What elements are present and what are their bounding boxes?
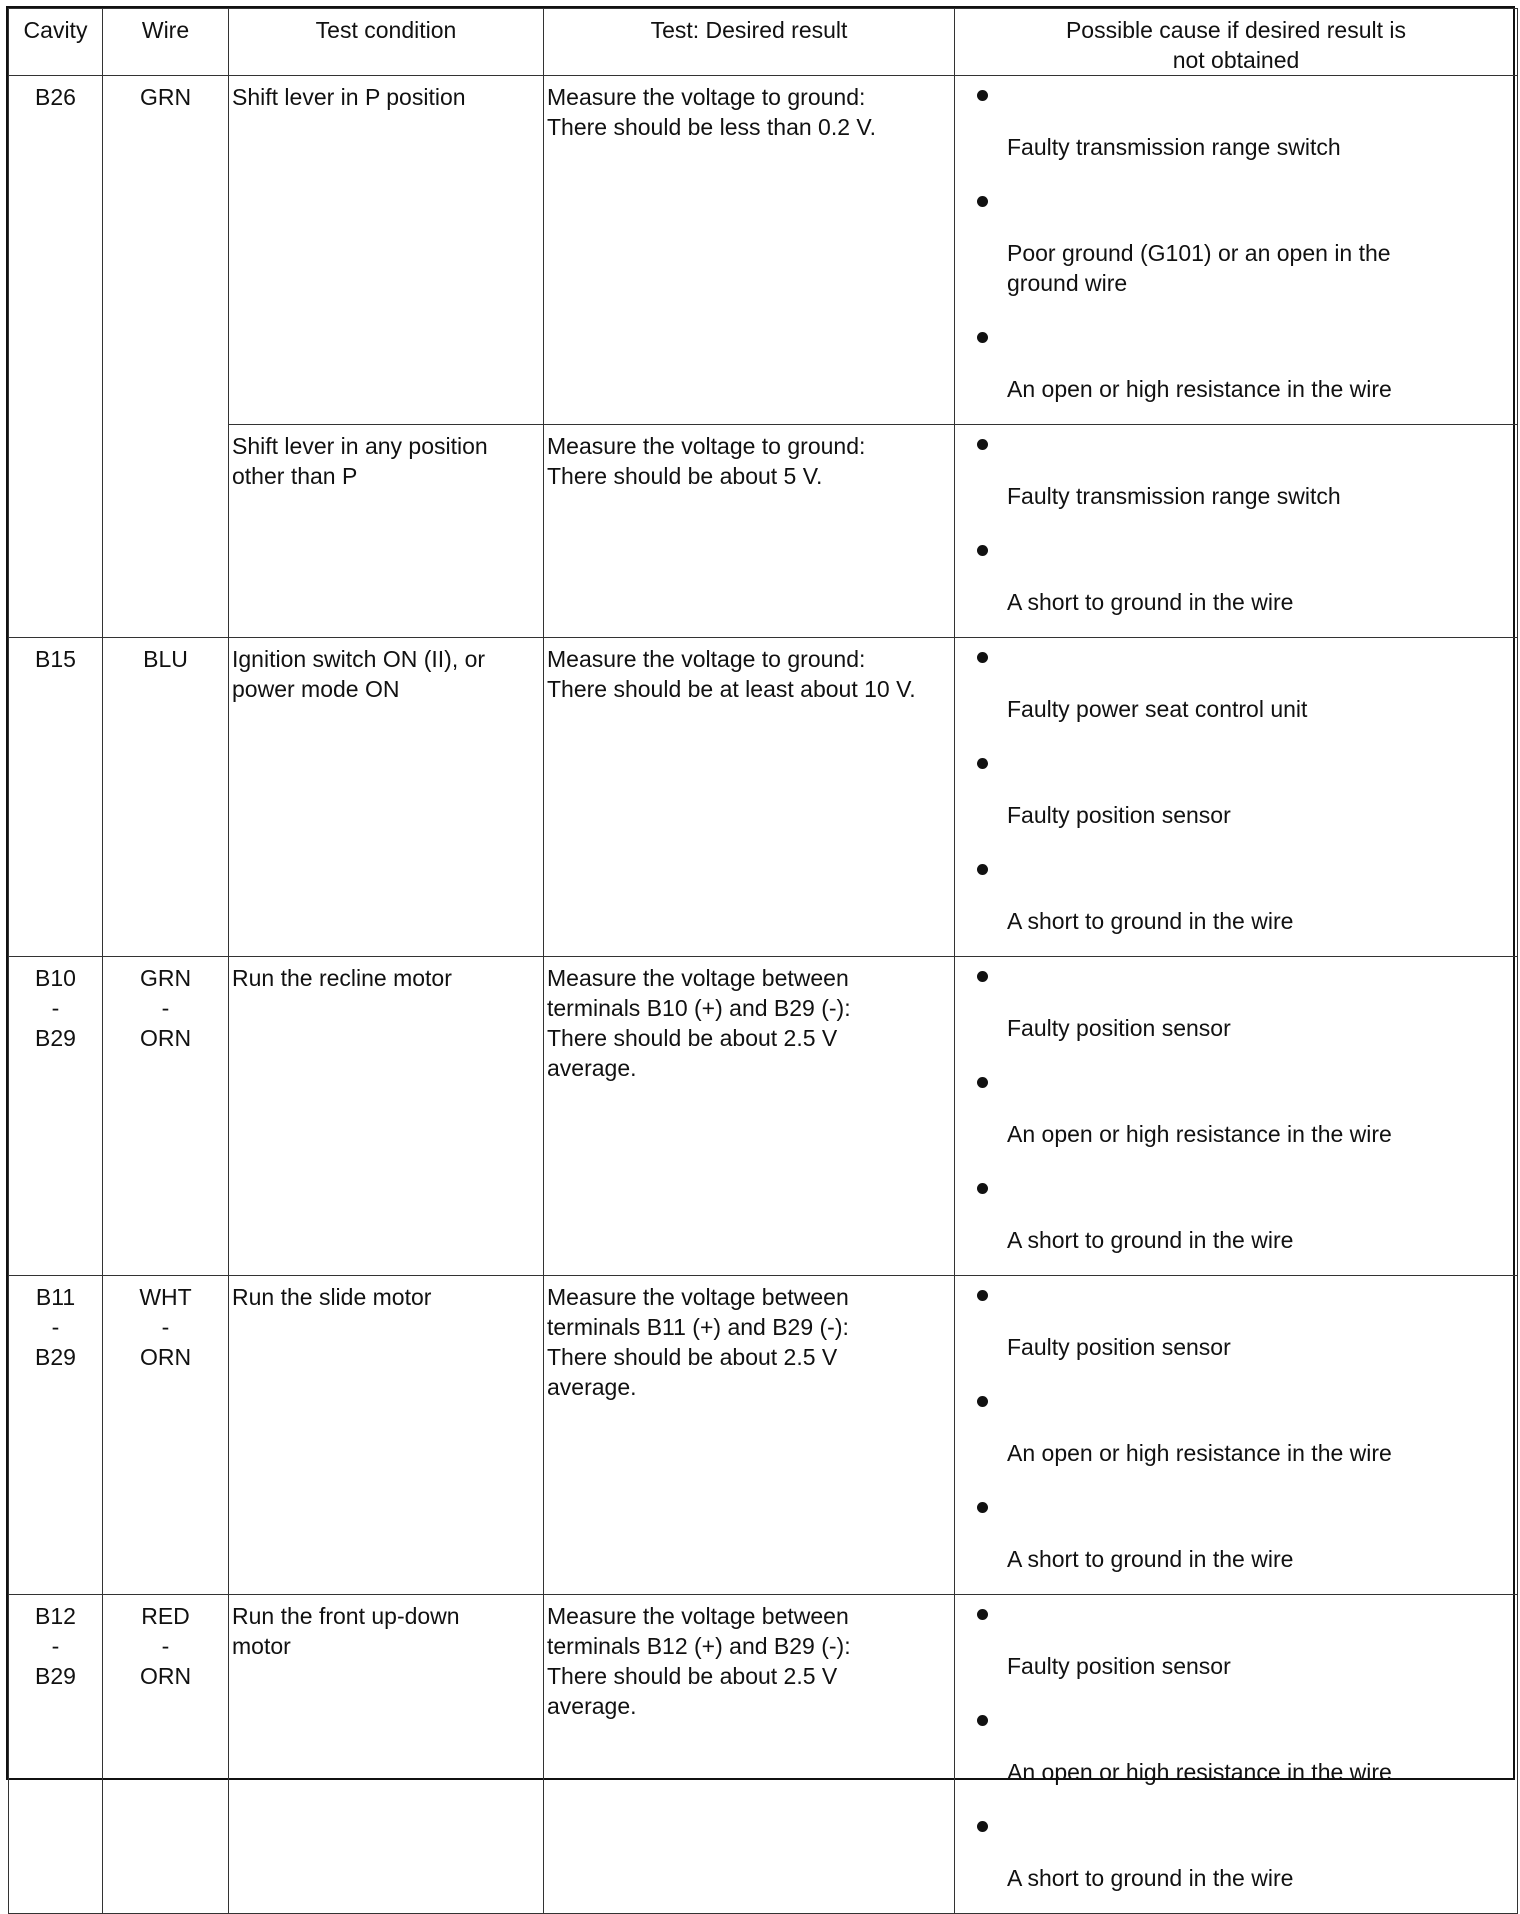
bullet-icon: [977, 1183, 988, 1194]
wire-color-label: ORN: [139, 1344, 192, 1370]
bullet-icon: [977, 652, 988, 663]
cause-text: [1007, 76, 1507, 182]
cause-text-line: A short to ground in the wire: [1007, 589, 1294, 615]
cause-text: [1007, 957, 1507, 1063]
cavity-label: B29: [35, 1344, 76, 1370]
cause-text-line: Poor ground (G101) or an open in the: [1007, 240, 1391, 266]
wire-color-label: -: [161, 1633, 170, 1659]
wire-color-label: BLU: [143, 646, 188, 672]
cavity-label: -: [51, 1633, 60, 1659]
cause-item: [955, 318, 1517, 424]
cause-item: [955, 1807, 1517, 1913]
cause-text: [1007, 182, 1507, 318]
cause-item: [955, 1276, 1517, 1382]
desired-result-cell: [544, 957, 955, 1276]
desired-result-text: Measure the voltage between: [547, 1603, 849, 1629]
cause-text-line: ground wire: [1007, 270, 1128, 296]
bullet-icon: [977, 545, 988, 556]
test-condition-cell: [229, 1276, 544, 1595]
desired-result-text: There should be less than 0.2 V.: [547, 114, 877, 140]
desired-result-text: terminals B12 (+) and B29 (-):: [547, 1633, 851, 1659]
desired-result-text: There should be about 2.5 V: [547, 1344, 838, 1370]
bullet-icon: [977, 439, 988, 450]
table-row: [9, 638, 1518, 957]
cause-text: [1007, 1063, 1507, 1169]
cavity-label: B26: [35, 84, 76, 110]
cause-text-line: A short to ground in the wire: [1007, 1865, 1294, 1891]
cause-text: [1007, 638, 1507, 744]
header-possible-cause-line: Possible cause if desired result is: [1065, 17, 1407, 43]
cause-text: [1007, 531, 1507, 637]
cause-text-line: A short to ground in the wire: [1007, 1546, 1294, 1572]
cause-text-line: An open or high resistance in the wire: [1007, 1121, 1392, 1147]
cause-text: [1007, 1382, 1507, 1488]
test-condition-text: Shift lever in P position: [232, 84, 466, 110]
test-condition-cell: [229, 957, 544, 1276]
desired-result-text: Measure the voltage between: [547, 1284, 849, 1310]
test-condition-text: Ignition switch ON (II), or: [232, 646, 486, 672]
table-row: [9, 76, 1518, 425]
bullet-icon: [977, 971, 988, 982]
header-possible-cause: [955, 9, 1518, 76]
cause-text: [1007, 318, 1507, 424]
wire-color-label: WHT: [139, 1284, 192, 1310]
table-header-row: [9, 9, 1518, 76]
test-condition-cell: [229, 638, 544, 957]
cause-item: [955, 1063, 1517, 1169]
cavity-label: -: [51, 995, 60, 1021]
table-row: [9, 957, 1518, 1276]
desired-result-text: Measure the voltage to ground:: [547, 84, 866, 110]
cavity-cell: [9, 76, 103, 638]
bullet-icon: [977, 1609, 988, 1620]
header-test-condition: Test condition: [229, 9, 544, 76]
cause-item: [955, 638, 1517, 744]
cause-text-line: Faulty position sensor: [1007, 802, 1231, 828]
desired-result-text: There should be at least about 10 V.: [547, 676, 916, 702]
header-desired-result: Test: Desired result: [544, 9, 955, 76]
wire-color-label: RED: [141, 1603, 190, 1629]
table-row: [9, 1276, 1518, 1595]
bullet-icon: [977, 1715, 988, 1726]
desired-result-cell: [544, 425, 955, 638]
cavity-label: B29: [35, 1663, 76, 1689]
cause-item: [955, 531, 1517, 637]
wire-color-label: ORN: [139, 1663, 192, 1689]
wire-cell: [103, 76, 229, 638]
wire-cell: [103, 957, 229, 1276]
bullet-icon: [977, 1821, 988, 1832]
wire-color-label: -: [161, 1314, 170, 1340]
bullet-icon: [977, 90, 988, 101]
desired-result-text: terminals B11 (+) and B29 (-):: [547, 1314, 849, 1340]
cavity-cell: [9, 638, 103, 957]
possible-cause-cell: [955, 957, 1518, 1276]
desired-result-text: There should be about 2.5 V: [547, 1663, 838, 1689]
desired-result-cell: [544, 1595, 955, 1914]
desired-result-text: Measure the voltage between: [547, 965, 849, 991]
wire-cell: [103, 1276, 229, 1595]
cavity-label: B11: [35, 1284, 76, 1310]
cause-text: [1007, 1701, 1507, 1807]
table-body: [9, 76, 1518, 1914]
desired-result-text: There should be about 5 V.: [547, 463, 823, 489]
possible-cause-cell: [955, 1595, 1518, 1914]
test-condition-text: Run the recline motor: [232, 965, 452, 991]
cause-item: [955, 1701, 1517, 1807]
test-condition-text: motor: [232, 1633, 291, 1659]
bullet-icon: [977, 196, 988, 207]
bullet-icon: [977, 1396, 988, 1407]
table-row: [9, 425, 1518, 638]
bullet-icon: [977, 1077, 988, 1088]
wire-cell: [103, 638, 229, 957]
bullet-icon: [977, 1290, 988, 1301]
cavity-label: B10: [35, 965, 76, 991]
desired-result-text: Measure the voltage to ground:: [547, 646, 866, 672]
cause-item: [955, 182, 1517, 318]
cavity-label: B15: [35, 646, 76, 672]
cause-text-line: Faulty transmission range switch: [1007, 483, 1341, 509]
cause-text-line: Faulty transmission range switch: [1007, 134, 1341, 160]
desired-result-text: Measure the voltage to ground:: [547, 433, 866, 459]
cavity-label: B12: [35, 1603, 76, 1629]
cause-text: [1007, 1807, 1507, 1913]
cause-text: [1007, 744, 1507, 850]
test-condition-text: other than P: [232, 463, 358, 489]
cause-text-line: Faulty power seat control unit: [1007, 696, 1308, 722]
possible-cause-cell: [955, 1276, 1518, 1595]
diagnostic-table-frame: [6, 6, 1515, 1891]
cause-text-line: An open or high resistance in the wire: [1007, 1440, 1392, 1466]
wire-color-label: ORN: [139, 1025, 192, 1051]
table-row: [9, 1595, 1518, 1914]
cavity-label: -: [51, 1314, 60, 1340]
wire-color-label: GRN: [139, 965, 192, 991]
cause-text-line: A short to ground in the wire: [1007, 1227, 1294, 1253]
possible-cause-cell: [955, 638, 1518, 957]
test-condition-cell: [229, 1595, 544, 1914]
header-wire: Wire: [103, 9, 229, 76]
cavity-cell: [9, 1276, 103, 1595]
cavity-cell: [9, 1595, 103, 1914]
cavity-cell: [9, 957, 103, 1276]
test-condition-text: power mode ON: [232, 676, 400, 702]
bullet-icon: [977, 864, 988, 875]
cause-item: [955, 744, 1517, 850]
cause-item: [955, 1595, 1517, 1701]
desired-result-text: average.: [547, 1693, 637, 1719]
cause-text: [1007, 1488, 1507, 1594]
test-condition-text: Shift lever in any position: [232, 433, 488, 459]
test-condition-cell: [229, 76, 544, 425]
header-possible-cause-line: not obtained: [1172, 47, 1300, 73]
desired-result-text: average.: [547, 1055, 637, 1081]
wire-color-label: GRN: [139, 84, 192, 110]
desired-result-cell: [544, 76, 955, 425]
cause-text: [1007, 1169, 1507, 1275]
cause-item: [955, 76, 1517, 182]
cause-item: [955, 1382, 1517, 1488]
test-condition-text: Run the slide motor: [232, 1284, 432, 1310]
bullet-icon: [977, 332, 988, 343]
cause-item: [955, 957, 1517, 1063]
cause-text: [1007, 1276, 1507, 1382]
bullet-icon: [977, 1502, 988, 1513]
test-condition-cell: [229, 425, 544, 638]
cause-text-line: An open or high resistance in the wire: [1007, 376, 1392, 402]
cause-text-line: Faulty position sensor: [1007, 1653, 1231, 1679]
desired-result-cell: [544, 1276, 955, 1595]
header-cavity: Cavity: [9, 9, 103, 76]
cause-text-line: Faulty position sensor: [1007, 1334, 1231, 1360]
cause-text: [1007, 850, 1507, 956]
cause-item: [955, 850, 1517, 956]
cavity-label: B29: [35, 1025, 76, 1051]
desired-result-text: There should be about 2.5 V: [547, 1025, 838, 1051]
test-condition-text: Run the front up-down: [232, 1603, 460, 1629]
cause-text-line: A short to ground in the wire: [1007, 908, 1294, 934]
possible-cause-cell: [955, 76, 1518, 425]
cause-text: [1007, 1595, 1507, 1701]
wire-cell: [103, 1595, 229, 1914]
bullet-icon: [977, 758, 988, 769]
desired-result-cell: [544, 638, 955, 957]
desired-result-text: average.: [547, 1374, 637, 1400]
cause-item: [955, 425, 1517, 531]
possible-cause-cell: [955, 425, 1518, 638]
cause-item: [955, 1488, 1517, 1594]
diagnostic-table: [8, 8, 1518, 1914]
desired-result-text: terminals B10 (+) and B29 (-):: [547, 995, 851, 1021]
cause-text: [1007, 425, 1507, 531]
cause-item: [955, 1169, 1517, 1275]
wire-color-label: -: [161, 995, 170, 1021]
cause-text-line: An open or high resistance in the wire: [1007, 1759, 1392, 1785]
cause-text-line: Faulty position sensor: [1007, 1015, 1231, 1041]
